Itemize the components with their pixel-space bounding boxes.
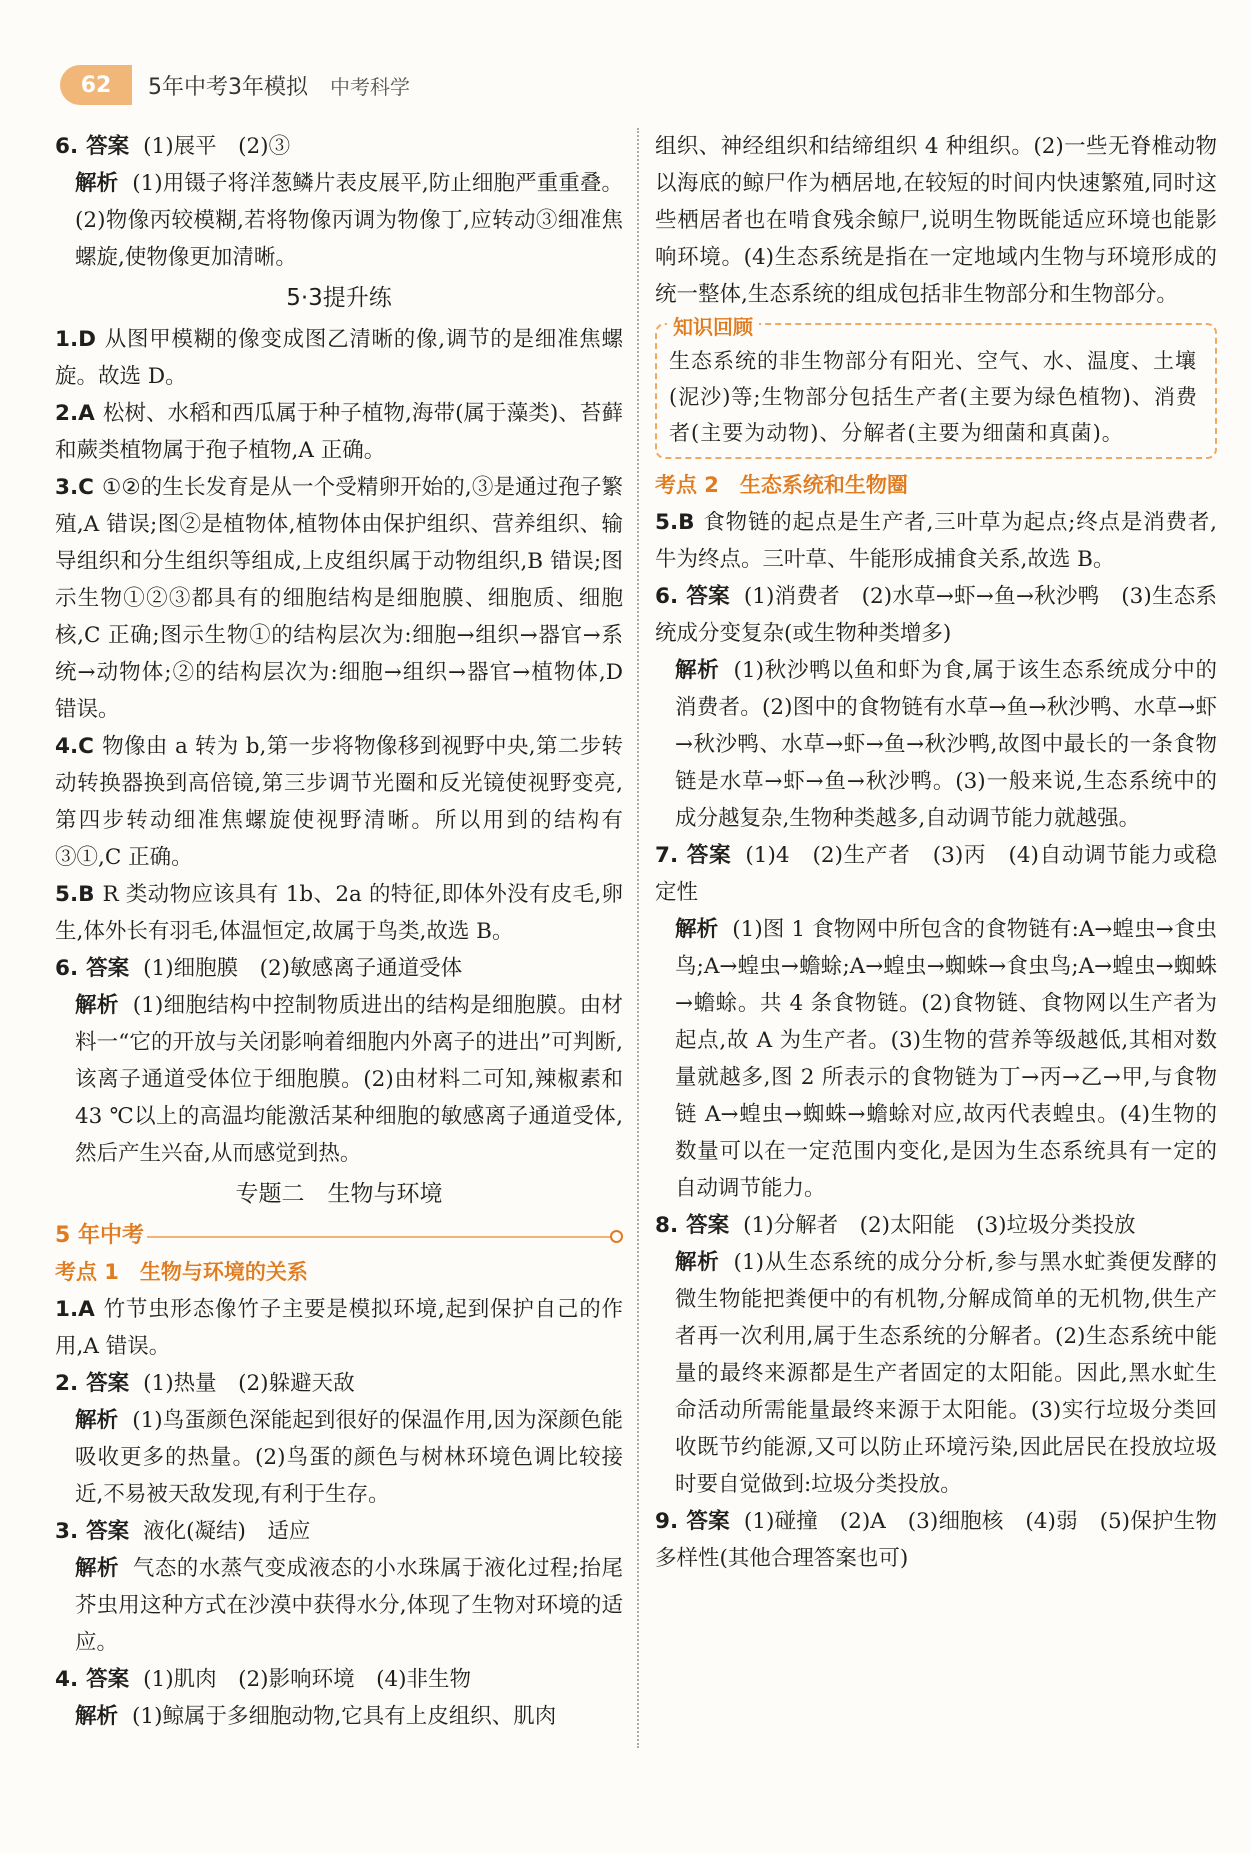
explanation	[655, 1244, 1217, 1503]
item-text: ①②的生长发育是从一个受精卵开始的,③是通过孢子繁殖,A 错误;图②是植物体,植物体由保护组织、营养组织、输导组织和分生组织等组成,上皮组织属于动物组织,B 错误;图示生物①②③都具有的细胞结构是细胞膜、细胞质、细胞核,C 正确;图示生物①的结构层次为:细胞→组织→器官→系统→动物体;②的结构层次为:细胞→组织→器官→植物体,D 错误。	[55, 475, 623, 722]
answer-item	[55, 876, 623, 950]
answer-item	[55, 1291, 623, 1365]
continued-explanation: 组织、神经组织和结缔组织 4 种组织。(2)一些无脊椎动物以海底的鲸尸作为栖居地,在较短的时间内快速繁殖,同时这些栖居者也在啃食残余鲸尸,说明生物既能适应环境也能影响环境。(4)生态系统是指在一定地域内生物与环境形成的统一整体,生态系统的组成包括非生物部分和生物部分。	[655, 134, 1217, 307]
answer-label: 答案	[86, 1519, 130, 1544]
item-text: 从图甲模糊的像变成图乙清晰的像,调节的是细准焦螺旋。故选 D。	[55, 327, 623, 389]
knowledge-review-title: 知识回顾	[667, 309, 759, 346]
question-number: 9.	[655, 1509, 679, 1534]
item-text: 松树、水稻和西瓜属于种子植物,海带(属于藻类)、苔藓和蕨类植物属于孢子植物,A 正确。	[55, 401, 623, 463]
knowledge-review-text: 生态系统的非生物部分有阳光、空气、水、温度、土壤(泥沙)等;生物部分包括生产者(主要为绿色植物)、消费者(主要为动物)、分解者(主要为细菌和真菌)。	[669, 349, 1198, 445]
explanation-label: 解析	[75, 1704, 119, 1729]
item-text: (1)图 1 食物网中所包含的食物链有:A→蝗虫→食虫鸟;A→蝗虫→蟾蜍;A→蝗虫→蜘蛛→食虫鸟;A→蝗虫→蜘蛛→蟾蜍。共 4 条食物链。(2)食物链、食物网以生产者为起点,故 A 为生产者。(3)生物的营养等级越低,其相对数量就越多,图 2 所表示的食物链为丁→丙→乙→甲,与食物链 A→蝗虫→蜘蛛→蟾蜍对应,故丙代表蝗虫。(4)生物的数量可以在一定范围内变化,是因为生态系统具有一定的自动调节能力。	[675, 917, 1217, 1201]
answer-label: 答案	[686, 1509, 730, 1534]
item-text: 气态的水蒸气变成液态的小水珠属于液化过程;抬尾芥虫用这种方式在沙漠中获得水分,体现了生物对环境的适应。	[75, 1556, 623, 1655]
answer-label: 答案	[686, 1213, 730, 1238]
item-text: 液化(凝结) 适应	[143, 1519, 311, 1544]
explanation-label: 解析	[75, 993, 119, 1018]
answer-item	[655, 578, 1217, 652]
explanation-label: 解析	[75, 1408, 119, 1433]
item-text: (1)细胞结构中控制物质进出的结构是细胞膜。由材料一“它的开放与关闭影响着细胞内外离子的进出”可判断,该离子通道受体位于细胞膜。(2)由材料二可知,辣椒素和 43 ℃以上的高温均能激活某种细胞的敏感离子通道受体,然后产生兴奋,从而感觉到热。	[75, 993, 623, 1166]
question-number: 5.B	[55, 882, 95, 907]
section-heading-text: 5 年中考	[55, 1223, 144, 1248]
item-text: (1)消费者 (2)水草→虾→鱼→秋沙鸭 (3)生态系统成分变复杂(或生物种类增多)	[655, 584, 1217, 646]
answer-label: 答案	[86, 956, 130, 981]
question-number: 3.C	[55, 475, 94, 500]
answer-item	[55, 128, 623, 165]
item-text: (1)肌肉 (2)影响环境 (4)非生物	[143, 1667, 472, 1692]
explanation	[655, 911, 1217, 1207]
answer-item	[55, 1513, 623, 1550]
answer-item	[55, 950, 623, 987]
item-text: 物像由 a 转为 b,第一步将物像移到视野中央,第二步转动转换器换到高倍镜,第三步调节光圈和反光镜使视野变亮,第四步转动细准焦螺旋使视野清晰。所以用到的结构有③①,C 正确。	[55, 734, 623, 870]
item-text: (1)鲸属于多细胞动物,它具有上皮组织、肌肉	[132, 1704, 557, 1729]
question-number: 4.C	[55, 734, 94, 759]
right-column-items	[655, 467, 1217, 1577]
question-number: 6.	[55, 134, 79, 159]
explanation-label: 解析	[75, 171, 119, 196]
right-column	[655, 128, 1217, 1577]
section-title: 专题二 生物与环境	[235, 1181, 443, 1207]
answer-label: 答案	[686, 843, 732, 868]
answer-item	[655, 1207, 1217, 1244]
answer-item	[655, 837, 1217, 911]
section-title: 5·3提升练	[286, 285, 392, 311]
answer-item	[55, 395, 623, 469]
explanation-label: 解析	[675, 917, 719, 942]
item-text: 食物链的起点是生产者,三叶草为起点;终点是消费者,牛为终点。三叶草、牛能形成捕食关系,故选 B。	[655, 510, 1217, 572]
explanation	[55, 1698, 623, 1735]
item-text: R 类动物应该具有 1b、2a 的特征,即体外没有皮毛,卵生,体外长有羽毛,体温恒定,故属于鸟类,故选 B。	[55, 882, 623, 944]
book-title: 5年中考3年模拟	[148, 74, 308, 100]
item-text: (1)4 (2)生产者 (3)丙 (4)自动调节能力或稳定性	[655, 843, 1217, 905]
explanation-label: 解析	[675, 658, 720, 683]
item-text: (1)用镊子将洋葱鳞片表皮展平,防止细胞严重重叠。(2)物像丙较模糊,若将物像丙调为物像丁,应转动③细准焦螺旋,使物像更加清晰。	[75, 171, 623, 270]
exam-point-heading: 考点 2 生态系统和生物圈	[655, 473, 908, 497]
question-number: 6.	[655, 584, 679, 609]
question-number: 5.B	[655, 510, 695, 535]
page-header	[60, 62, 410, 108]
page-number: 62	[60, 65, 132, 105]
explanation	[55, 987, 623, 1172]
item-text: (1)碰撞 (2)A (3)细胞核 (4)弱 (5)保护生物多样性(其他合理答案也可)	[655, 1509, 1217, 1571]
question-number: 1.A	[55, 1297, 95, 1322]
item-text: (1)秋沙鸭以鱼和虾为食,属于该生态系统成分中的消费者。(2)图中的食物链有水草→鱼→秋沙鸭、水草→虾→秋沙鸭、水草→虾→鱼→秋沙鸭,故图中最长的一条食物链是水草→虾→鱼→秋沙鸭。(3)一般来说,生态系统中的成分越复杂,生物种类越多,自动调节能力就越强。	[675, 658, 1217, 831]
answer-item	[55, 321, 623, 395]
left-column	[55, 128, 623, 1735]
subject-label: 中考科学	[330, 74, 410, 99]
item-text: (1)细胞膜 (2)敏感离子通道受体	[143, 956, 463, 981]
question-number: 3.	[55, 1519, 79, 1544]
question-number: 1.D	[55, 327, 96, 352]
answer-label: 答案	[86, 1667, 130, 1692]
answer-item	[55, 469, 623, 728]
question-number: 2.	[55, 1371, 79, 1396]
explanation	[55, 165, 623, 276]
explanation	[55, 1550, 623, 1661]
explanation-label: 解析	[675, 1250, 720, 1275]
circle-icon	[610, 1230, 623, 1243]
item-text: (1)热量 (2)躲避天敌	[143, 1371, 355, 1396]
exam-point-heading: 考点 1 生物与环境的关系	[55, 1260, 308, 1284]
question-number: 7.	[655, 843, 679, 868]
answer-label: 答案	[86, 1371, 130, 1396]
item-text: (1)鸟蛋颜色深能起到很好的保温作用,因为深颜色能吸收更多的热量。(2)鸟蛋的颜色与树林环境色调比较接近,不易被天敌发现,有利于生存。	[75, 1408, 623, 1507]
answer-label: 答案	[86, 134, 130, 159]
item-text: (1)展平 (2)③	[143, 134, 291, 159]
explanation-label: 解析	[75, 1556, 119, 1581]
answer-item	[55, 1365, 623, 1402]
question-number: 2.A	[55, 401, 95, 426]
question-number: 8.	[655, 1213, 679, 1238]
section-heading	[55, 1217, 623, 1254]
explanation	[655, 652, 1217, 837]
section-rule	[147, 1236, 615, 1238]
answer-item	[655, 504, 1217, 578]
item-text: (1)分解者 (2)太阳能 (3)垃圾分类投放	[743, 1213, 1136, 1238]
question-number: 4.	[55, 1667, 79, 1692]
explanation	[55, 1402, 623, 1513]
answer-item	[55, 728, 623, 876]
answer-item	[55, 1661, 623, 1698]
question-number: 6.	[55, 956, 79, 981]
column-divider	[637, 128, 639, 1748]
answer-item	[655, 1503, 1217, 1577]
item-text: (1)从生态系统的成分分析,参与黑水虻粪便发酵的微生物能把粪便中的有机物,分解成简单的无机物,供生产者再一次利用,属于生态系统的分解者。(2)生态系统中能量的最终来源都是生产者固定的太阳能。因此,黑水虻生命活动所需能量最终来源于太阳能。(3)实行垃圾分类回收既节约能源,又可以防止环境污染,因此居民在投放垃圾时要自觉做到:垃圾分类投放。	[675, 1250, 1217, 1497]
knowledge-review-box	[655, 315, 1217, 459]
answer-label: 答案	[686, 584, 730, 609]
item-text: 竹节虫形态像竹子主要是模拟环境,起到保护自己的作用,A 错误。	[55, 1297, 623, 1359]
